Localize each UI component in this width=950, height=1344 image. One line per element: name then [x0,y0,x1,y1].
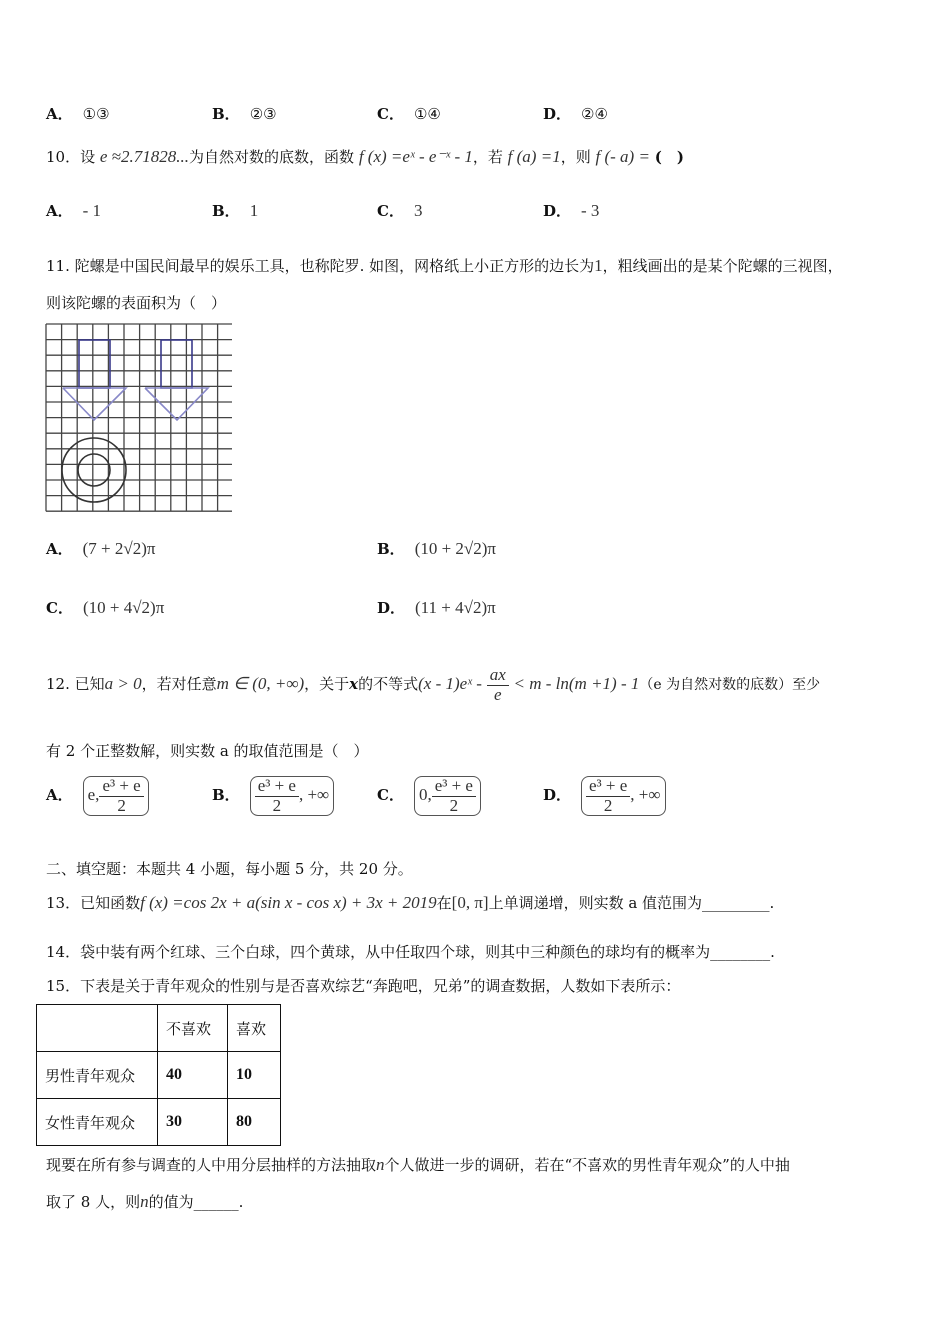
q11-option-a [46,538,155,559]
option-text: 3 [413,201,423,220]
option-label: C． [377,786,404,805]
option-label: A． [46,540,73,558]
option-label: D． [543,786,572,805]
q10-stem [46,146,684,167]
interval-start: e, [87,785,100,805]
interval-fraction [255,777,299,815]
q12-option-d [543,776,666,816]
q15-n: n [140,1192,149,1211]
option-label: B． [212,202,240,220]
q12-option-b [212,776,334,816]
interval-fraction [99,777,143,815]
option-label: B． [212,105,240,123]
q12-note: （e 为自然对数的底数）至少 [639,677,821,693]
cell-value: 40 [158,1052,228,1099]
q10-option-c [377,200,422,221]
option-text: (10 + 2√2)π [414,539,497,558]
side-view [145,340,208,420]
option-text: - 3 [581,201,600,220]
frac-num: e³ + e [99,777,143,797]
q11-unit: 1 [594,256,603,275]
option-label: C． [46,599,73,617]
q12-ineq-right: < m - ln(m +1) - 1 [513,674,640,693]
section-heading: 二、填空题：本题共 4 小题，每小题 5 分，共 20 分。 [46,860,413,878]
frac-num: e³ + e [255,777,299,797]
option-text: (7 + 2√2)π [82,539,156,558]
frac-den: 2 [449,795,459,815]
three-view-figure [44,322,232,524]
table-header-empty [37,1005,158,1052]
option-text: ②③ [249,105,277,123]
grid-lines [46,324,232,511]
q12-m-cond: m ∈ (0, +∞) [216,674,305,693]
option-text: 1 [249,201,259,220]
q11-text-1: 11. 陀螺是中国民间最早的娱乐工具，也称陀罗. 如图，网格纸上小正方形的边长为 [46,257,595,275]
q15-text-4: 的值为______. [148,1193,244,1211]
q10-e-def: e ≈2.71828... [99,147,190,166]
q12-option-a [46,776,149,816]
q13-text-3: 上单调递增，则实数 a 值范围为_________. [488,894,775,912]
q12-text-2: ，若对任意 [141,675,217,693]
q10-function: f (x) =eˣ - e⁻ˣ - 1 [358,147,473,166]
cell-value: 80 [228,1099,281,1146]
q12-a-cond: a > 0 [104,674,142,693]
q9-option-d [543,103,608,124]
cell-value: 10 [228,1052,281,1099]
interval-fraction [586,777,630,815]
option-text: ①③ [82,105,110,123]
q15-text-3: 取了 8 人，则 [46,1193,141,1211]
option-label: D． [543,105,572,123]
q12-x: x [349,675,359,693]
q15-after-line2 [46,1191,243,1212]
option-label: A． [46,786,73,805]
table-header-dislike: 不喜欢 [158,1005,228,1052]
front-view [63,340,126,420]
q13-text-2: 在 [436,894,452,912]
row-label: 女性青年观众 [37,1099,158,1146]
q12-text-4: 的不等式 [358,675,419,693]
q12-frac-den: e [493,684,502,704]
q11-stem-line1 [46,255,843,276]
option-text: ②④ [581,105,608,123]
top-view [62,438,126,502]
q10-text-3: ，若 [472,148,503,166]
q14-stem: 14．袋中装有两个红球、三个白球，四个黄球，从中任取四个球，则其中三种颜色的球均有的概率为________. [46,943,775,961]
q11-option-c [46,597,164,618]
q12-fraction [487,666,509,704]
q10-option-b [212,200,258,221]
q13-function: f (x) =cos 2x + a(sin x - cos x) + 3x + 2019 [140,893,437,912]
survey-table [36,1004,281,1146]
option-label: C． [377,105,404,123]
q12-text-1: 12. 已知 [46,675,105,693]
q11-stem-line2: 则该陀螺的表面积为（ ） [46,294,227,312]
interval-start: 0, [418,785,432,805]
row-label: 男性青年观众 [37,1052,158,1099]
option-interval [581,776,666,816]
q10-text-4: ，则 [560,148,591,166]
q10-ask: f (- a) = [595,147,650,166]
q15-text-1: 现要在所有参与调查的人中用分层抽样的方法抽取 [46,1156,377,1174]
q12-frac-num: ax [487,666,509,686]
q9-option-b [212,103,277,124]
q12-option-c [377,776,481,816]
table-header-row [37,1005,281,1052]
q12-text-3: ，关于 [304,675,350,693]
q10-option-a [46,200,101,221]
option-label: B． [377,540,405,558]
q10-number: 10． [46,148,81,166]
q13-interval: [0, π] [451,893,489,912]
answer-paren: ( ) [654,148,684,166]
option-interval [250,776,335,816]
q15-n: n [376,1155,385,1174]
q10-option-d [543,200,599,221]
table-header-like: 喜欢 [228,1005,281,1052]
option-interval [83,776,149,816]
q10-condition: f (a) =1 [507,147,561,166]
option-text: (11 + 4√2)π [415,598,496,617]
interval-end: , +∞ [298,785,330,805]
q10-text-1: 设 [80,148,96,166]
q11-option-b [377,538,496,559]
option-interval [414,776,481,816]
q13-text-1: 13．已知函数 [46,894,141,912]
q12-stem-line1 [46,662,820,707]
q11-option-d [377,597,496,618]
option-text: ①④ [413,105,441,123]
q11-text-2: ，粗线画出的是某个陀螺的三视图， [602,257,843,275]
q9-option-a [46,103,110,124]
option-label: D． [377,599,406,617]
frac-den: 2 [117,795,126,815]
option-label: A． [46,105,73,123]
q10-text-2: 为自然对数的底数，函数 [189,148,355,166]
q13-stem [46,886,774,920]
q15-after-line1 [46,1154,790,1175]
table-row [37,1052,281,1099]
option-label: A． [46,202,73,220]
frac-num: e³ + e [586,777,630,797]
frac-den: 2 [272,795,282,815]
option-text: (10 + 4√2)π [82,598,165,617]
q9-option-c [377,103,441,124]
q15-intro: 15．下表是关于青年观众的性别与是否喜欢综艺“奔跑吧，兄弟”的调查数据，人数如下表所示： [46,977,681,995]
frac-num: e³ + e [432,777,476,797]
frac-den: 2 [603,795,613,815]
option-label: B． [212,786,240,805]
interval-end: , +∞ [630,785,661,805]
q15-text-2: 个人做进一步的调研，若在“不喜欢的男性青年观众”的人中抽 [384,1156,790,1174]
cell-value: 30 [158,1099,228,1146]
option-label: D． [543,202,572,220]
q12-ineq-left: (x - 1)eˣ - [418,674,482,693]
q12-stem-line2: 有 2 个正整数解，则实数 a 的取值范围是（ ） [46,742,369,760]
option-label: C． [377,202,404,220]
interval-fraction [432,777,476,815]
table-row [37,1099,281,1146]
option-text: - 1 [82,201,102,220]
